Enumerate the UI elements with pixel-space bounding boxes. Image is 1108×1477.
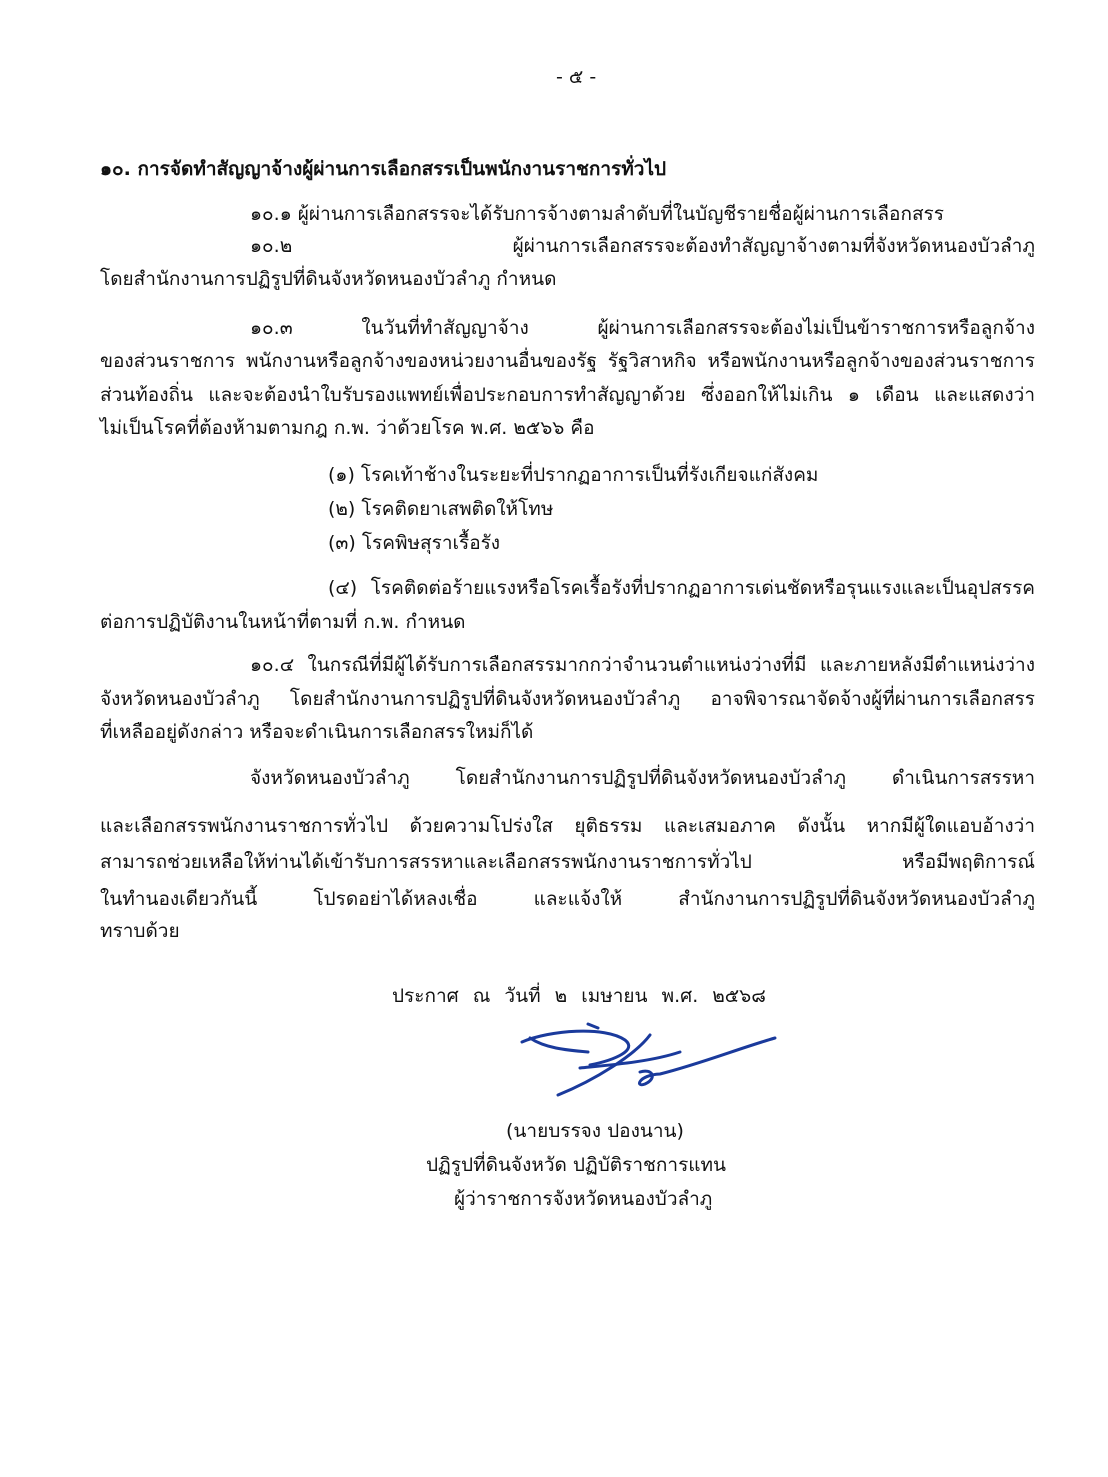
closing-line-2: และเลือกสรรพนักงานราชการทั่วไป ด้วยความโปร่งใส ยุติธรรม และเสมอภาค ดังนั้น หากมีผู้ใดแอบอ้างว่า: [100, 815, 1035, 837]
item-10-2-line-2: โดยสำนักงานการปฏิรูปที่ดินจังหวัดหนองบัวลำภู กำหนด: [100, 268, 557, 290]
signatory-position-2: ผู้ว่าราชการจังหวัดหนองบัวลำภู: [454, 1188, 713, 1210]
closing-line-1: จังหวัดหนองบัวลำภู โดยสำนักงานการปฏิรูปที่ดินจังหวัดหนองบัวลำภู ดำเนินการสรรหา: [250, 767, 1035, 789]
item-10-4-line-2: จังหวัดหนองบัวลำภู โดยสำนักงานการปฏิรูปที่ดินจังหวัดหนองบัวลำภู อาจพิจารณาจัดจ้างผู้ที่ผ่านการเลือกสรร: [100, 688, 1035, 710]
signatory-position-1: ปฏิรูปที่ดินจังหวัด ปฏิบัติราชการแทน: [426, 1154, 727, 1176]
item-10-1: ๑๐.๑ ผู้ผ่านการเลือกสรรจะได้รับการจ้างตามลำดับที่ในบัญชีรายชื่อผู้ผ่านการเลือกสรร: [250, 203, 944, 225]
page-number: - ๕ -: [556, 66, 597, 88]
disease-4: (๔) โรคติดต่อร้ายแรงหรือโรคเรื้อรังที่ปรากฏอาการเด่นชัดหรือรุนแรงและเป็นอุปสรรค: [328, 577, 1035, 599]
item-10-2-line-1: ๑๐.๒ ผู้ผ่านการเลือกสรรจะต้องทำสัญญาจ้างตามที่จังหวัดหนองบัวลำภู: [250, 235, 1035, 257]
item-10-3-line-2: ของส่วนราชการ พนักงานหรือลูกจ้างของหน่วยงานอื่นของรัฐ รัฐวิสาหกิจ หรือพนักงานหรือลูกจ้างของส่วนราชการ: [100, 350, 1035, 372]
disease-4-continued: ต่อการปฏิบัติงานในหน้าที่ตามที่ ก.พ. กำหนด: [100, 611, 466, 633]
closing-line-5: ทราบด้วย: [100, 920, 180, 942]
disease-1: (๑) โรคเท้าช้างในระยะที่ปรากฏอาการเป็นที่รังเกียจแก่สังคม: [328, 464, 819, 486]
closing-line-3: สามารถช่วยเหลือให้ท่านได้เข้ารับการสรรหาและเลือกสรรพนักงานราชการทั่วไป หรือมีพฤติการณ์: [100, 851, 1035, 873]
signatory-name: (นายบรรจง ปองนาน): [506, 1120, 684, 1142]
item-10-4-line-1: ๑๐.๔ ในกรณีที่มีผู้ได้รับการเลือกสรรมากกว่าจำนวนตำแหน่งว่างที่มี และภายหลังมีตำแหน่งว่าง: [250, 654, 1035, 676]
item-10-4-line-3: ที่เหลืออยู่ดังกล่าว หรือจะดำเนินการเลือกสรรใหม่ก็ได้: [100, 721, 534, 743]
section-heading: ๑๐. การจัดทำสัญญาจ้างผู้ผ่านการเลือกสรรเป็นพนักงานราชการทั่วไป: [100, 158, 667, 180]
disease-3: (๓) โรคพิษสุราเรื้อรัง: [328, 532, 501, 554]
announcement-date: ประกาศ ณ วันที่ ๒ เมษายน พ.ศ. ๒๕๖๘: [392, 985, 766, 1007]
item-10-3-line-4: ไม่เป็นโรคที่ต้องห้ามตามกฎ ก.พ. ว่าด้วยโรค พ.ศ. ๒๕๖๖ คือ: [100, 417, 595, 439]
disease-2: (๒) โรคติดยาเสพติดให้โทษ: [328, 498, 554, 520]
item-10-3-line-1: ๑๐.๓ ในวันที่ทำสัญญาจ้าง ผู้ผ่านการเลือกสรรจะต้องไม่เป็นข้าราชการหรือลูกจ้าง: [250, 317, 1035, 339]
closing-line-4: ในทำนองเดียวกันนี้ โปรดอย่าได้หลงเชื่อ และแจ้งให้ สำนักงานการปฏิรูปที่ดินจังหวัดหนองบัวลำภู: [100, 888, 1035, 910]
item-10-3-line-3: ส่วนท้องถิ่น และจะต้องนำใบรับรองแพทย์เพื่อประกอบการทำสัญญาด้วย ซึ่งออกให้ไม่เกิน ๑ เดือน และแสดงว่า: [100, 384, 1035, 406]
signature-image: [510, 1020, 790, 1110]
